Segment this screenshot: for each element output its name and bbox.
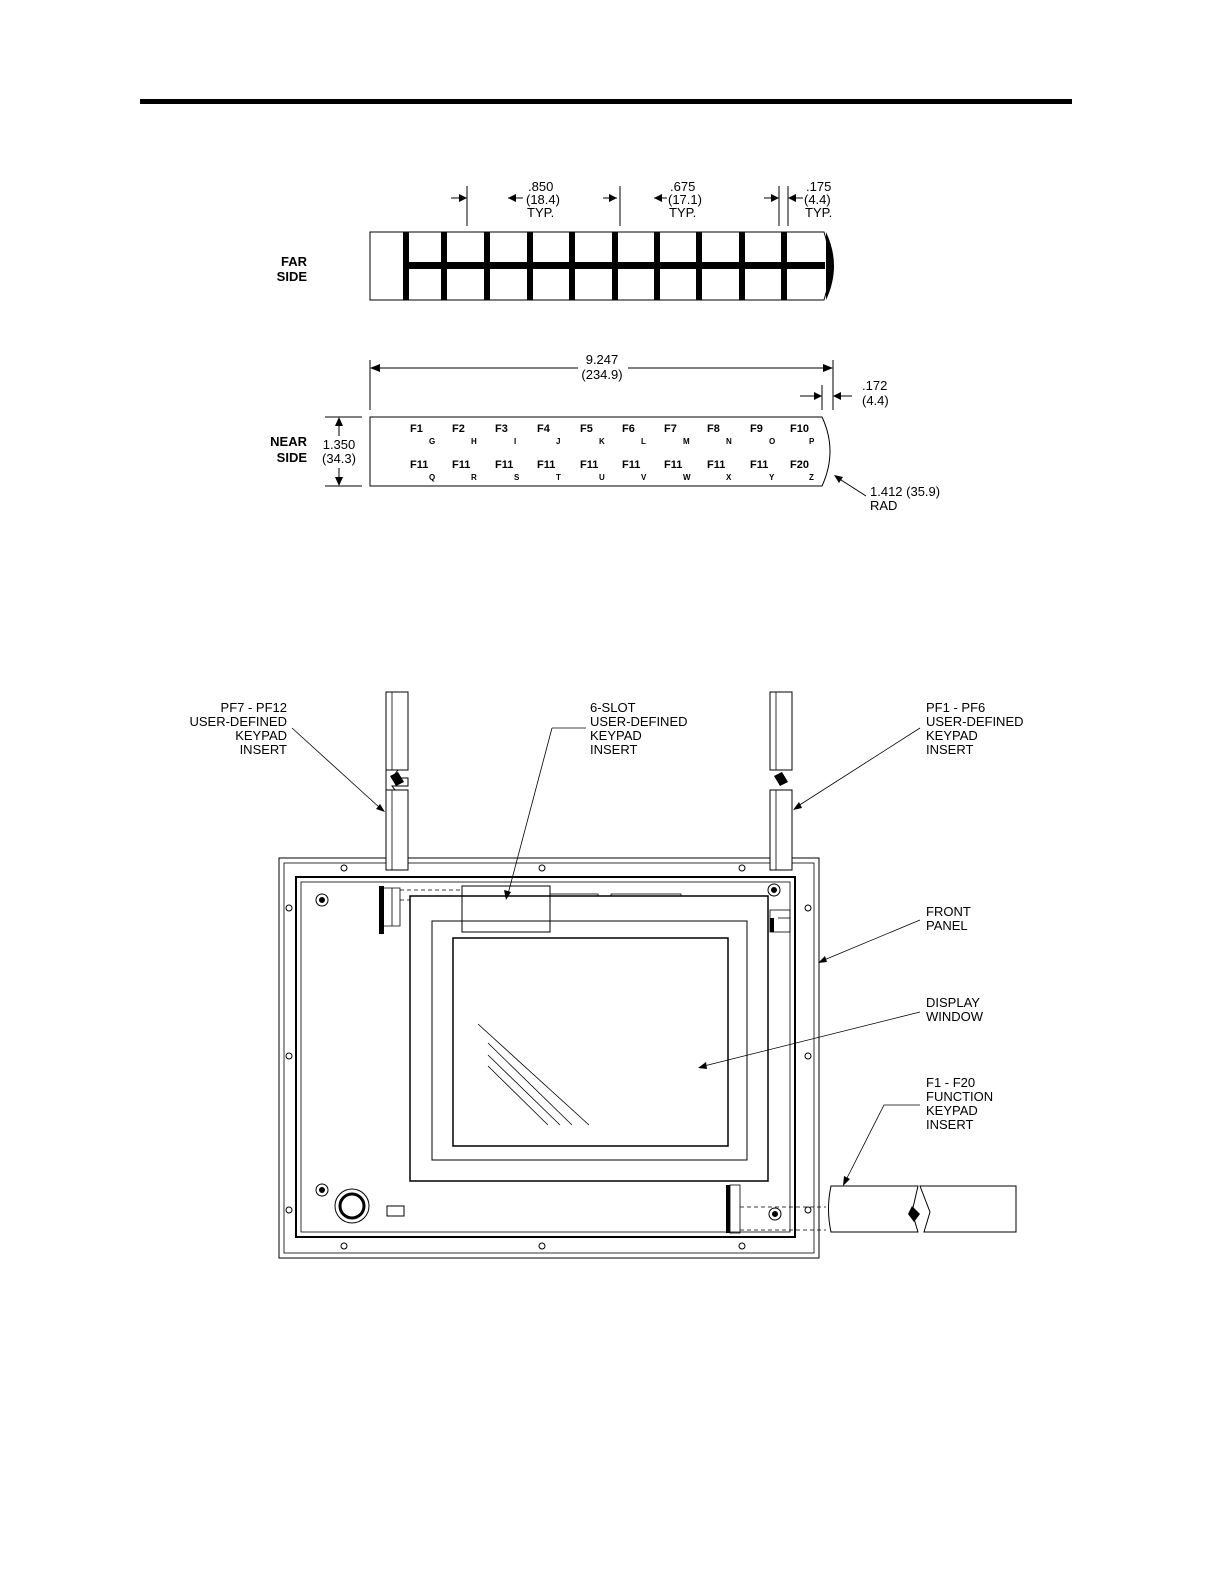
dim-850-mm: (18.4) [526, 192, 560, 207]
callout-front-line2: PANEL [926, 918, 968, 933]
far-strip-end-cap [826, 232, 834, 300]
near_side.keys_top-key-6: F6 [622, 423, 635, 435]
callout-display-line1: DISPLAY [926, 995, 980, 1010]
near_side.keys_top-key-10: F10 [790, 423, 809, 435]
panel-knob [335, 1189, 369, 1223]
near_side.keys_top-key-2: F2 [452, 423, 465, 435]
screw [341, 1243, 347, 1249]
screw [805, 1207, 811, 1213]
callout-pf7-line2: USER-DEFINED [189, 714, 287, 729]
near_side.keys_top-key-9: F9 [750, 423, 763, 435]
callout-pf7-line3: KEYPAD [235, 728, 287, 743]
dim-9247-mm: (234.9) [581, 367, 623, 382]
callout-slot6-line1: 6-SLOT [590, 700, 636, 715]
dim-675-in: .675 [670, 179, 696, 194]
dim-175-in: .175 [806, 179, 832, 194]
callout-pf1-line4: INSERT [926, 742, 974, 757]
near_side.keys_bottom-sub-1: Q [429, 473, 436, 482]
screw [341, 865, 347, 871]
dim-175-typ: TYP. [805, 205, 833, 220]
near_side.keys_bottom-sub-8: X [726, 473, 732, 482]
near_side.keys_top-key-5: F5 [580, 423, 593, 435]
near_side.keys_bottom-sub-5: U [599, 473, 605, 482]
callout-slot6-line2: USER-DEFINED [590, 714, 688, 729]
callout-pf7 [189, 700, 385, 812]
near_side.keys_bottom-sub-2: R [471, 473, 477, 482]
near_side.keys_bottom-key-4: F11 [537, 459, 556, 471]
screw [805, 905, 811, 911]
f1-f20-insert [829, 1186, 1017, 1232]
near_side.keys_top-sub-6: L [641, 437, 646, 446]
callout-slot6 [504, 700, 688, 900]
dim-9247-in: 9.247 [585, 352, 619, 367]
dim-172-mm: (4.4) [862, 393, 889, 408]
near_side.keys_bottom-key-7: F11 [664, 459, 683, 471]
dim-850-typ: TYP. [527, 205, 555, 220]
near_side.keys_top-sub-10: P [809, 437, 815, 446]
far-side-label-1: FAR [281, 254, 307, 269]
far-grid-midline [403, 262, 825, 269]
dim-175-mm: (4.4) [804, 192, 831, 207]
callout-front [818, 904, 971, 963]
screw [286, 905, 292, 911]
callout-f1f20-line2: FUNCTION [926, 1089, 994, 1104]
near_side.keys_top-key-3: F3 [495, 423, 508, 435]
callout-f1f20-line4: INSERT [926, 1117, 974, 1132]
near-side-label-2: SIDE [276, 450, 307, 465]
header-rule [140, 99, 1072, 104]
near_side.keys_top-sub-4: J [556, 437, 561, 446]
far-side-dimensions [451, 179, 832, 226]
callout-pf7-line1: PF7 - PF12 [220, 700, 287, 715]
dim-1350-in: 1.350 [322, 437, 356, 452]
callout-pf1 [793, 700, 1024, 810]
near_side.keys_top-sub-8: N [726, 437, 732, 446]
dim-675-typ: TYP. [669, 205, 697, 220]
near_side.keys_bottom-sub-6: V [641, 473, 647, 482]
near_side.keys_top-sub-3: I [514, 437, 517, 446]
near_side.keys_bottom-sub-10: Z [809, 473, 814, 482]
screw [539, 865, 545, 871]
near_side.keys_top-key-7: F7 [664, 423, 677, 435]
far-side-label-2: SIDE [276, 269, 307, 284]
screw [286, 1207, 292, 1213]
callout-pf7-line4: INSERT [239, 742, 287, 757]
pf7-pf12-insert [386, 692, 408, 870]
front-panel [279, 858, 826, 1258]
dim-675-mm: (17.1) [668, 192, 702, 207]
callout-display-line2: WINDOW [926, 1009, 984, 1024]
callout-pf1-line2: USER-DEFINED [926, 714, 1024, 729]
callout-slot6-line3: KEYPAD [590, 728, 642, 743]
callout-pf1-line3: KEYPAD [926, 728, 978, 743]
near_side.keys_top-sub-2: H [471, 437, 477, 446]
dim-radius: 1.412 (35.9) [870, 484, 941, 499]
callout-f1f20 [843, 1075, 993, 1186]
screw [739, 865, 745, 871]
dim-radius-unit: RAD [870, 498, 898, 513]
far-strip-grid [403, 232, 825, 300]
near_side.keys_top-key-8: F8 [707, 423, 720, 435]
near_side.keys_bottom-key-2: F11 [452, 459, 471, 471]
near-strip-key-labels [410, 423, 815, 482]
callout-pf1-line1: PF1 - PF6 [926, 700, 986, 715]
callout-f1f20-line3: KEYPAD [926, 1103, 978, 1118]
callout-slot6-line4: INSERT [590, 742, 638, 757]
near_side.keys_bottom-key-5: F11 [580, 459, 599, 471]
dim-172-in: .172 [862, 378, 888, 393]
pf1-pf6-insert [770, 692, 792, 870]
screw [286, 1053, 292, 1059]
near-side-label-1: NEAR [270, 434, 307, 449]
dim-850-in: .850 [528, 179, 554, 194]
screw [539, 1243, 545, 1249]
near_side.keys_bottom-key-8: F11 [707, 459, 726, 471]
far-side-strip [277, 232, 834, 300]
dim-1350-mm: (34.3) [322, 451, 356, 466]
near_side.keys_top-sub-7: M [683, 437, 690, 446]
panel-indicator [387, 1206, 404, 1216]
callout-front-line1: FRONT [926, 904, 971, 919]
near_side.keys_bottom-key-10: F20 [790, 459, 809, 471]
near_side.keys_bottom-key-6: F11 [622, 459, 641, 471]
near_side.keys_top-sub-5: K [599, 437, 605, 446]
near_side.keys_bottom-sub-9: Y [769, 473, 775, 482]
near_side.keys_bottom-key-9: F11 [750, 459, 769, 471]
screw [805, 1053, 811, 1059]
near_side.keys_bottom-key-3: F11 [495, 459, 514, 471]
near_side.keys_bottom-sub-4: T [556, 473, 561, 482]
near_side.keys_top-sub-9: O [769, 437, 776, 446]
near_side.keys_top-key-1: F1 [410, 423, 423, 435]
screw [739, 1243, 745, 1249]
near_side.keys_top-sub-1: G [429, 437, 436, 446]
callout-f1f20-line1: F1 - F20 [926, 1075, 976, 1090]
near_side.keys_bottom-sub-3: S [514, 473, 520, 482]
near_side.keys_bottom-key-1: F11 [410, 459, 429, 471]
near_side.keys_top-key-4: F4 [537, 423, 550, 435]
near_side.keys_bottom-sub-7: W [683, 473, 691, 482]
